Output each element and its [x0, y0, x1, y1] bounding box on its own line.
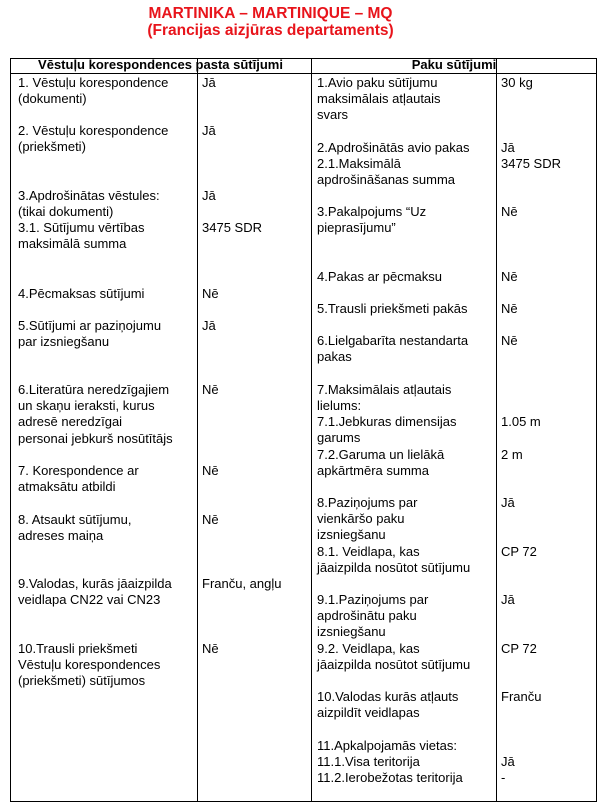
right-row-value: 30 kg — [501, 75, 533, 90]
left-row-label: 7. Korespondence ar atmaksātu atbildi — [18, 463, 139, 495]
left-row-label: 10.Trausli priekšmeti Vēstuļu korespondences (priekšmeti) sūtījumos — [18, 641, 161, 689]
right-row-label: 8.1. Veidlapa, kas jāaizpilda nosūtot sūtījumu — [317, 544, 471, 576]
right-row-value: - — [501, 770, 506, 785]
left-row-value: 3475 SDR — [202, 220, 262, 235]
right-row-label: 7.Maksimālais atļautais lielums: — [317, 382, 452, 414]
right-row-value: Nē — [501, 333, 518, 348]
header-divider — [10, 73, 597, 74]
right-row-label: 7.2.Garuma un lielākā apkārtmēra summa — [317, 447, 445, 479]
right-row-value: CP 72 — [501, 544, 537, 559]
right-row-value: 3475 SDR — [501, 156, 561, 171]
right-row-value: Jā — [501, 140, 515, 155]
right-row-label: 3.Pakalpojums “Uz pieprasījumu” — [317, 204, 427, 236]
right-row-label: 9.1.Paziņojums par apdrošinātu paku izsniegšanu — [317, 592, 429, 640]
right-row-value: Nē — [501, 204, 518, 219]
left-row-value: Franču, angļu — [202, 576, 282, 591]
divider-right-values — [496, 58, 497, 802]
left-row-value: Nē — [202, 512, 219, 527]
right-row-label: 10.Valodas kurās atļauts aizpildīt veidlapas — [317, 689, 459, 721]
left-row-label: 3.Apdrošinātas vēstules: (tikai dokumenti) — [18, 188, 160, 220]
right-row-label: 7.1.Jebkuras dimensijas garums — [317, 414, 457, 446]
left-row-label: 4.Pēcmaksas sūtījumi — [18, 286, 145, 301]
left-column-header: Vēstuļu korespondences pasta sūtījumi — [38, 57, 283, 72]
right-column-header: Paku sūtījumi — [411, 57, 497, 72]
left-row-value: Nē — [202, 463, 219, 478]
page-title: MARTINIKA – MARTINIQUE – MQ — [148, 5, 393, 22]
left-row-label: 1. Vēstuļu korespondence (dokumenti) — [18, 75, 169, 107]
right-row-label: 11.Apkalpojamās vietas: 11.1.Visa teritorija — [317, 738, 457, 770]
left-row-value: Jā — [202, 188, 216, 203]
left-row-value: Nē — [202, 641, 219, 656]
right-row-value: Nē — [501, 301, 518, 316]
right-row-value: Jā — [501, 754, 515, 770]
right-row-label: 2.Apdrošinātās avio pakas — [317, 140, 470, 155]
right-row-value: CP 72 — [501, 641, 537, 656]
right-row-label: 6.Lielgabarīta nestandarta pakas — [317, 333, 469, 365]
right-row-value: Jā — [501, 495, 515, 510]
divider-center — [311, 58, 312, 802]
left-row-label: 5.Sūtījumi ar paziņojumu par izsniegšanu — [18, 318, 162, 350]
left-row-label: 9.Valodas, kurās jāaizpilda veidlapa CN22 vai CN23 — [18, 576, 172, 608]
right-row-value: Franču — [501, 689, 542, 704]
page-subtitle: (Francijas aizjūras departaments) — [147, 22, 394, 39]
left-row-value: Nē — [202, 286, 219, 301]
divider-left-values — [197, 58, 198, 802]
left-row-label: 3.1. Sūtījumu vērtības maksimālā summa — [18, 220, 145, 252]
right-row-label: 2.1.Maksimālā apdrošināšanas summa — [317, 156, 456, 188]
left-row-label: 2. Vēstuļu korespondence (priekšmeti) — [18, 123, 169, 155]
left-row-value: Jā — [202, 123, 216, 138]
right-row-value: 2 m — [501, 447, 523, 462]
left-row-label: 6.Literatūra neredzīgajiem un skaņu ieraksti, kurus adresē neredzīgai personai jebkurš nosūtītājs — [18, 382, 173, 446]
right-row-label: 1.Avio paku sūtījumu maksimālais atļautais svars — [317, 75, 441, 123]
right-row-label: 11.2.Ierobežotas teritorija — [317, 770, 463, 785]
right-row-label: 9.2. Veidlapa, kas jāaizpilda nosūtot sūtījumu — [317, 641, 471, 673]
left-row-value: Nē — [202, 382, 219, 397]
right-row-value: 1.05 m — [501, 414, 541, 429]
right-row-label: 4.Pakas ar pēcmaksu — [317, 269, 443, 284]
left-row-value: Jā — [202, 318, 216, 333]
right-row-value: Nē — [501, 269, 518, 284]
left-row-label: 8. Atsaukt sūtījumu, adreses maiņa — [18, 512, 132, 544]
right-row-value: Jā — [501, 592, 515, 607]
left-row-value: Jā — [202, 75, 216, 90]
right-row-label: 5.Trausli priekšmeti pakās — [317, 301, 468, 316]
right-row-label: 8.Paziņojums par vienkāršo paku izsniegšanu — [317, 495, 418, 543]
